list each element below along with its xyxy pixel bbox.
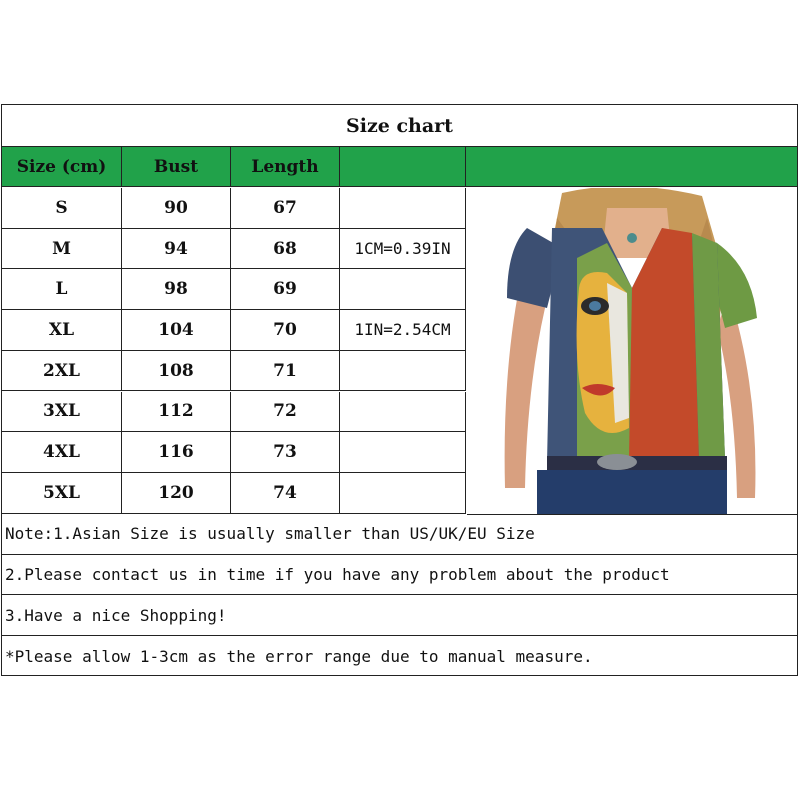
length-cell: 71 [231,351,340,392]
header-blank-image [466,147,797,187]
product-photo [467,188,797,515]
bust-cell: 108 [122,351,231,392]
bust-cell: 98 [122,269,231,310]
length-cell: 74 [231,473,340,514]
bust-cell: 116 [122,432,231,473]
conversion-cell [340,473,466,514]
size-cell: 4XL [2,432,122,473]
size-cell: 3XL [2,392,122,433]
size-chart-table [1,104,798,676]
length-cell: 69 [231,269,340,310]
size-cell: XL [2,310,122,351]
size-cell: L [2,269,122,310]
note-line-3: 3.Have a nice Shopping! [2,595,797,636]
conversion-cell-cm-in: 1CM=0.39IN [340,229,466,270]
conversion-cell [340,392,466,433]
note-line-2: 2.Please contact us in time if you have any problem about the product [2,555,797,596]
conversion-cell [340,188,466,229]
note-line-4: *Please allow 1-3cm as the error range due to manual measure. [5,646,593,666]
size-cell: M [2,229,122,270]
length-cell: 68 [231,229,340,270]
header-bust: Bust [122,147,231,187]
length-cell: 73 [231,432,340,473]
bust-cell: 120 [122,473,231,514]
bust-cell: 104 [122,310,231,351]
length-cell: 67 [231,188,340,229]
header-blank [340,147,466,187]
bust-cell: 94 [122,229,231,270]
conversion-cell [340,432,466,473]
header-size: Size (cm) [2,147,122,187]
conversion-cell [340,269,466,310]
note-line-1: Note:1.Asian Size is usually smaller than US/UK/EU Size [2,514,797,555]
size-cell: 5XL [2,473,122,514]
abstract-face-tshirt-image [467,188,797,514]
bust-cell: 112 [122,392,231,433]
size-cell: 2XL [2,351,122,392]
conversion-cell [340,351,466,392]
conversion-cell-in-cm: 1IN=2.54CM [340,310,466,351]
table-title: Size chart [2,105,797,147]
size-cell: S [2,188,122,229]
bust-cell: 90 [122,188,231,229]
length-cell: 70 [231,310,340,351]
header-length: Length [231,147,340,187]
length-cell: 72 [231,392,340,433]
